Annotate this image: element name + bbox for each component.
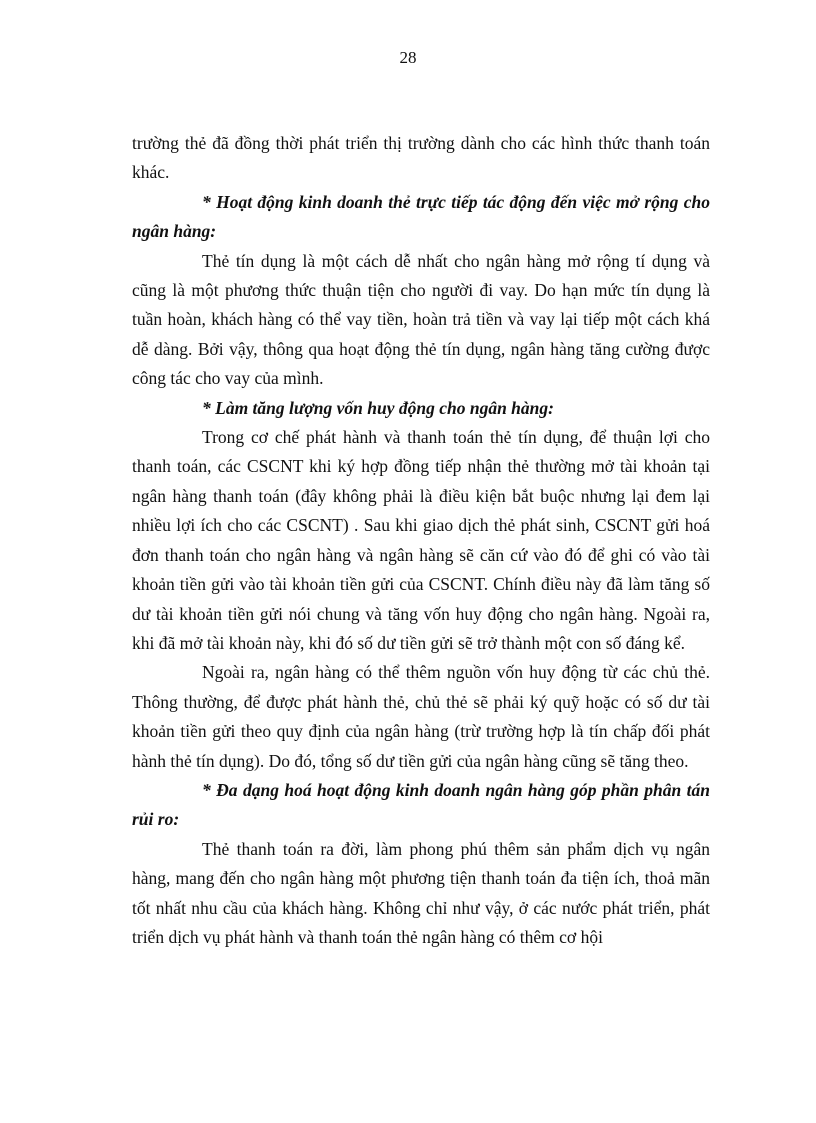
section-heading: * Hoạt động kinh doanh thẻ trực tiếp tác động đến việc mở rộng cho ngân hàng: <box>132 191 710 242</box>
paragraph: Trong cơ chế phát hành và thanh toán thẻ tín dụng, để thuận lợi cho thanh toán, các CSCNT khi ký hợp đồng tiếp nhận thẻ thường mở tài khoản tại ngân hàng thanh toán (đây không phải là điều kiện bắt buộc nhưng lại đem lại nhiều lợi ích cho các CSCNT) . Sau khi giao dịch thẻ phát sinh, CSCNT gửi hoá đơn thanh toán cho ngân hàng và ngân hàng sẽ căn cứ vào đó để ghi có vào tài khoản tiền gửi vào tài khoản tiền gửi của CSCNT. Chính điều này đã làm tăng số dư tài khoản tiền gửi nói chung và tăng vốn huy động cho ngân hàng. Ngoài ra, khi đã mở tài khoản này, khi đó số dư tiền gửi sẽ trở thành một con số đáng kể. <box>132 427 710 653</box>
paragraph: Thẻ thanh toán ra đời, làm phong phú thêm sản phẩm dịch vụ ngân hàng, mang đến cho ngân hàng một phương tiện thanh toán đa tiện ích, thoả mãn tốt nhất nhu cầu của khách hàng. Không chỉ như vậy, ở các nước phát triển, phát triển dịch vụ phát hành và thanh toán thẻ ngân hàng có thêm cơ hội <box>132 838 710 947</box>
section-heading: * Đa dạng hoá hoạt động kinh doanh ngân hàng góp phần phân tán rủi ro: <box>132 779 710 830</box>
paragraph: trường thẻ đã đồng thời phát triển thị trường dành cho các hình thức thanh toán khác. <box>132 133 710 183</box>
page-number: 28 <box>399 48 417 67</box>
paragraph: Thẻ tín dụng là một cách dễ nhất cho ngân hàng mở rộng tí dụng và cũng là một phương thức thuận tiện cho người đi vay. Do hạn mức tín dụng là tuần hoàn, khách hàng có thể vay tiền, hoàn trả tiền và vay lại tiếp một cách khá dễ dàng. Bởi vậy, thông qua hoạt động thẻ tín dụng, ngân hàng tăng cường được công tác cho vay của mình. <box>132 250 710 389</box>
paragraph: Ngoài ra, ngân hàng có thể thêm nguồn vốn huy động từ các chủ thẻ. Thông thường, để được phát hành thẻ, chủ thẻ sẽ phải ký quỹ hoặc có số dư tài khoản tiền gửi theo quy định của ngân hàng (trừ trường hợp là tín chấp đối phát hành thẻ tín dụng). Do đó, tổng số dư tiền gửi của ngân hàng cũng sẽ tăng theo. <box>132 662 710 771</box>
document-body <box>132 129 710 952</box>
section-heading: * Làm tăng lượng vốn huy động cho ngân hàng: <box>202 397 554 418</box>
